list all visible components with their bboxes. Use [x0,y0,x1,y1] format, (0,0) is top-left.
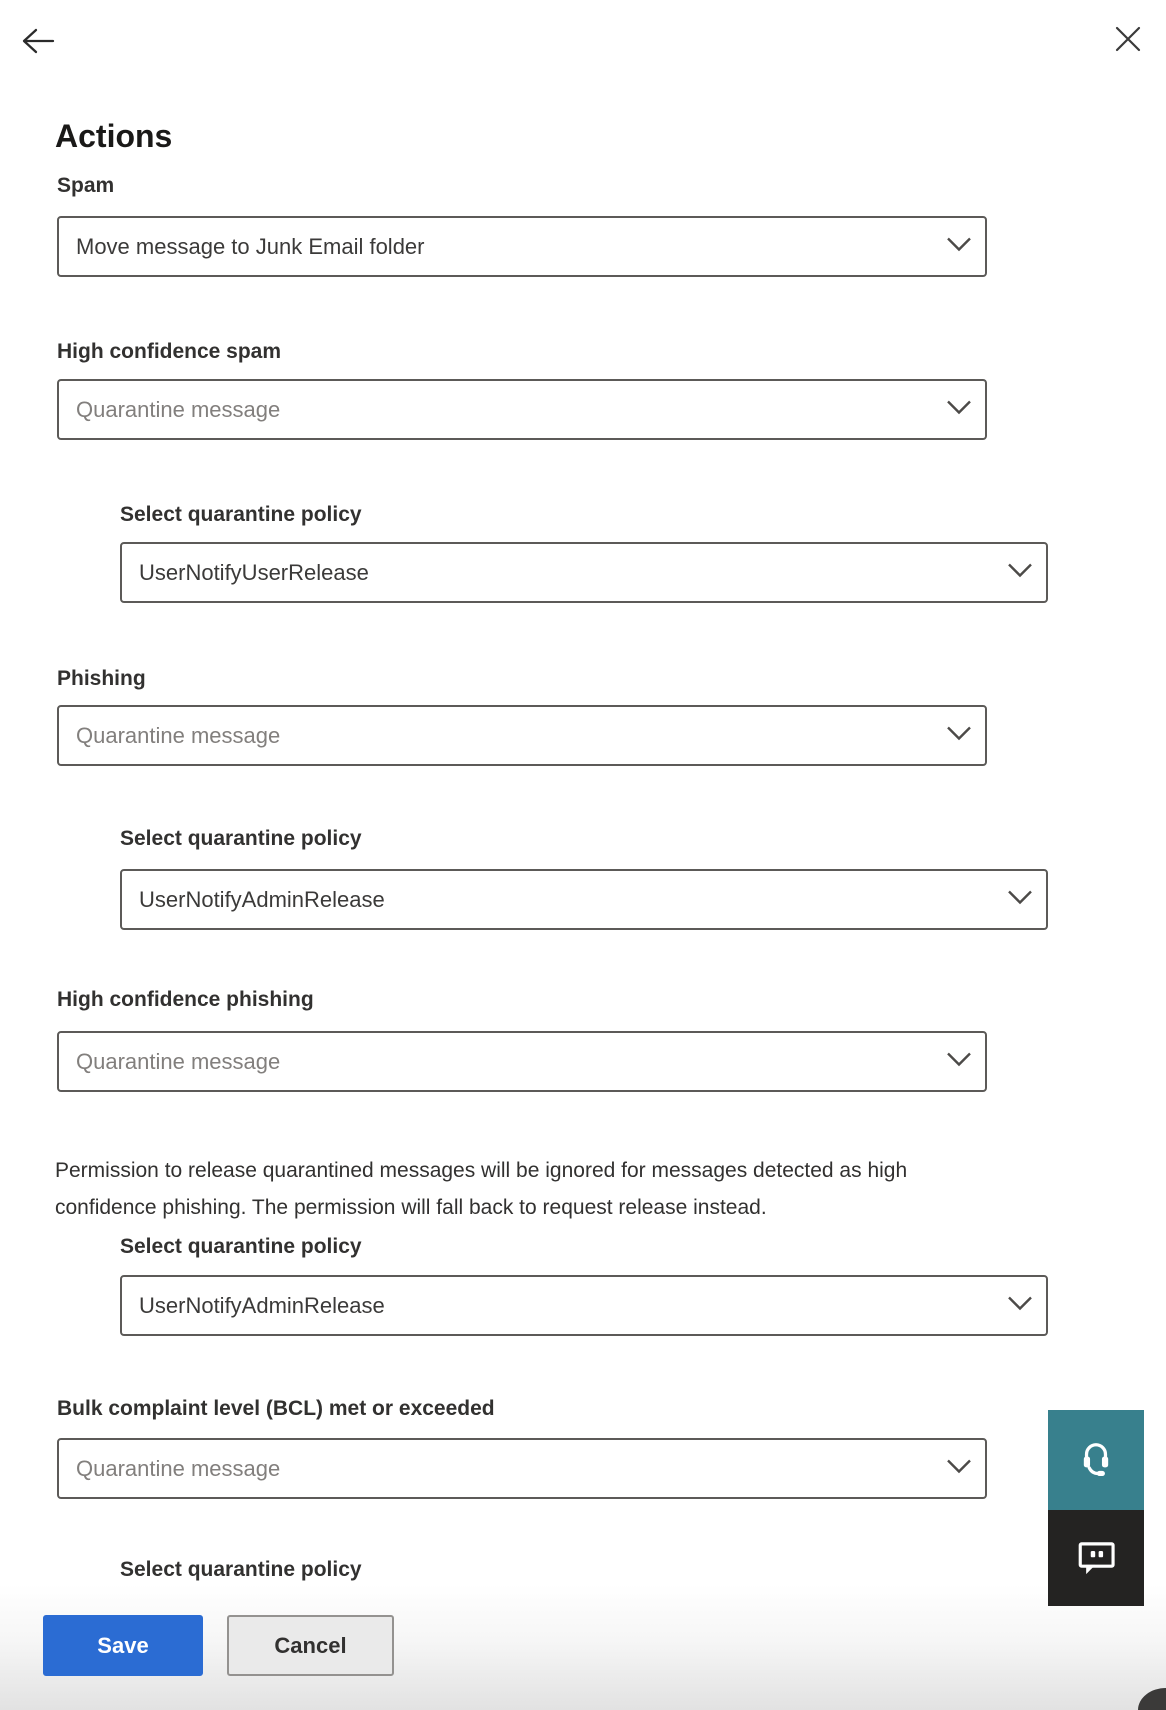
high-confidence-spam-dropdown[interactable] [57,379,987,440]
bcl-label: Bulk complaint level (BCL) met or exceeded [57,1397,495,1420]
high-confidence-phishing-dropdown-value: Quarantine message [76,1048,281,1074]
page-title: Actions [55,118,173,155]
chevron-down-icon [1007,562,1033,583]
footer-bar [0,1584,1166,1710]
chevron-down-icon [1007,889,1033,910]
quarantine-policy-label-4: Select quarantine policy [120,1558,362,1581]
spam-dropdown-value: Move message to Junk Email folder [76,233,425,259]
close-button[interactable] [1114,25,1142,53]
chat-bubble-icon [1075,1536,1117,1581]
chevron-down-icon [946,725,972,746]
bcl-dropdown[interactable] [57,1438,987,1499]
quarantine-policy-dropdown-2[interactable] [120,869,1048,930]
quarantine-policy-label-2: Select quarantine policy [120,827,362,850]
spam-dropdown[interactable] [57,216,987,277]
phishing-dropdown-value: Quarantine message [76,722,281,748]
high-confidence-phishing-note: Permission to release quarantined messages will be ignored for messages detected as high confidence phishing. The permission will fall back to request release instead. [55,1159,908,1219]
high-confidence-spam-dropdown-value: Quarantine message [76,396,281,422]
quarantine-policy-dropdown-1[interactable] [120,542,1048,603]
help-button[interactable] [1048,1410,1144,1510]
high-confidence-spam-label: High confidence spam [57,340,282,363]
phishing-label: Phishing [57,667,146,690]
chevron-down-icon [946,1051,972,1072]
close-icon [1114,41,1142,56]
phishing-dropdown[interactable] [57,705,987,766]
quarantine-policy-dropdown-1-value: UserNotifyUserRelease [139,559,369,585]
quarantine-policy-label-1: Select quarantine policy [120,503,362,526]
high-confidence-phishing-label: High confidence phishing [57,988,314,1011]
quarantine-policy-dropdown-2-value: UserNotifyAdminRelease [139,886,385,912]
quarantine-policy-label-3: Select quarantine policy [120,1235,362,1258]
back-button[interactable] [21,26,55,56]
chevron-down-icon [1007,1295,1033,1316]
chevron-down-icon [946,399,972,420]
spam-label: Spam [57,174,115,197]
arrow-left-icon [21,44,55,59]
cancel-button[interactable]: Cancel [227,1615,394,1676]
chevron-down-icon [946,1458,972,1479]
bcl-dropdown-value: Quarantine message [76,1455,281,1481]
chevron-down-icon [946,236,972,257]
feedback-button[interactable] [1048,1510,1144,1606]
high-confidence-phishing-dropdown[interactable] [57,1031,987,1092]
quarantine-policy-dropdown-3-value: UserNotifyAdminRelease [139,1292,385,1318]
save-button[interactable]: Save [43,1615,203,1676]
quarantine-policy-dropdown-3[interactable] [120,1275,1048,1336]
headset-icon [1074,1436,1118,1485]
